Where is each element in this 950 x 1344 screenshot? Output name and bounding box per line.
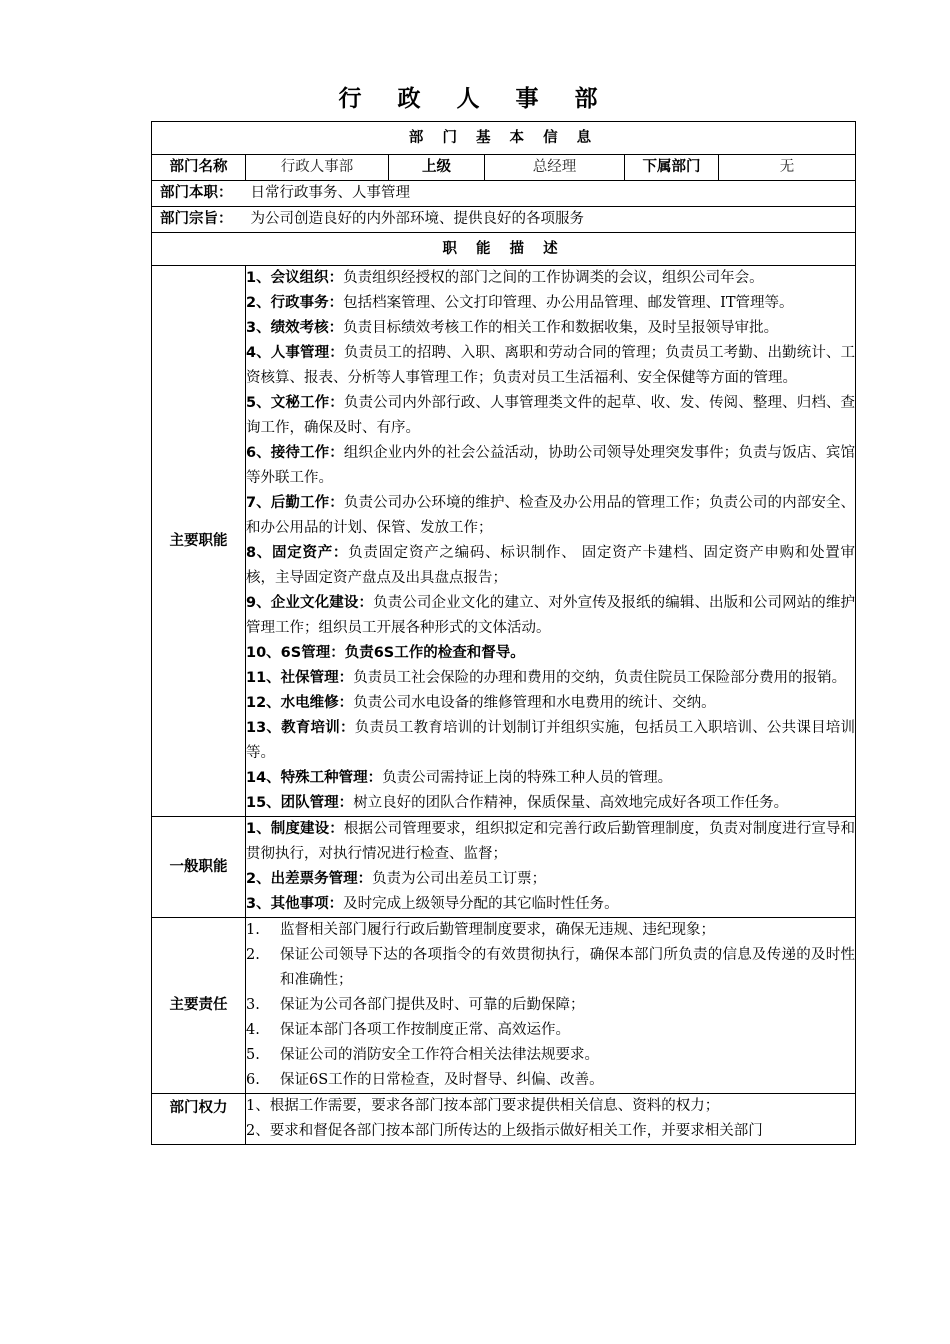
main-functions-label: 主要职能	[152, 266, 246, 817]
main-functions-list	[246, 266, 856, 817]
department-table	[151, 121, 856, 1145]
function-item-text: 负责员工的招聘、入职、离职和劳动合同的管理；负责员工考勤、出勤统计、工资核算、报表、分析等人事管理工作；负责对员工生活福利、安全保健等方面的管理。	[246, 345, 856, 386]
function-item-text: 负责员工教育培训的计划制订并组织实施，包括员工入职培训、公共课目培训等。	[246, 720, 856, 761]
function-item-text: 负责组织经授权的部门之间的工作协调类的会议，组织公司年会。	[343, 270, 764, 286]
responsibility-number: 3.	[246, 997, 260, 1013]
function-item	[246, 491, 855, 541]
responsibility-item	[246, 1068, 855, 1093]
function-item-text: 负责公司内外部行政、人事管理类文件的起草、收、发、传阅、整理、归档、查询工作，确保及时、有序。	[246, 395, 856, 436]
sub-dept-label: 下属部门	[625, 155, 719, 181]
dept-name-label: 部门名称	[152, 155, 246, 181]
power-item: 2、要求和督促各部门按本部门所传达的上级指示做好相关工作，并要求相关部门	[246, 1123, 763, 1139]
function-item	[246, 691, 855, 716]
responsibility-text: 保证6S工作的日常检查，及时督导、纠偏、改善。	[280, 1072, 604, 1088]
page-title: 行 政 人 事 部	[338, 86, 612, 112]
function-item-text: 负责公司需持证上岗的特殊工种人员的管理。	[382, 770, 673, 786]
dept-duty-value: 日常行政事务、人事管理	[250, 185, 410, 201]
responsibility-text: 保证公司的消防安全工作符合相关法律法规要求。	[280, 1047, 599, 1063]
responsibility-text: 监督相关部门履行行政后勤管理制度要求，确保无违规、违纪现象；	[280, 922, 715, 938]
functions-header: 职 能 描 述	[152, 233, 856, 266]
function-item-text: 组织企业内外的社会公益活动，协助公司领导处理突发事件；负责与饭店、宾馆等外联工作。	[246, 445, 856, 486]
main-responsibilities-list	[246, 918, 856, 1094]
function-item-heading: 9、企业文化建设：	[246, 595, 374, 611]
responsibility-item	[246, 1018, 855, 1043]
responsibility-number: 4.	[246, 1022, 260, 1038]
function-item-text: 负责固定资产之编码、标识制作、 固定资产卡建档、固定资产申购和处置审核，主导固定资产盘点及出具盘点报告；	[246, 545, 856, 586]
function-item-text: 负责公司水电设备的维修管理和水电费用的统计、交纳。	[353, 695, 716, 711]
function-item-text: 及时完成上级领导分配的其它临时性任务。	[343, 896, 619, 912]
responsibility-text: 保证为公司各部门提供及时、可靠的后勤保障；	[280, 997, 585, 1013]
function-item-text: 根据公司管理要求，组织拟定和完善行政后勤管理制度，负责对制度进行宣导和贯彻执行，对执行情况进行检查、监督；	[246, 821, 856, 862]
superior-value: 总经理	[485, 155, 625, 181]
function-item	[246, 641, 855, 666]
function-item-heading: 14、特殊工种管理：	[246, 770, 383, 786]
function-item	[246, 892, 855, 917]
responsibility-number: 1.	[246, 922, 260, 938]
responsibility-item	[246, 918, 855, 943]
function-item-heading: 3、绩效考核：	[246, 320, 344, 336]
function-item-heading: 11、社保管理：	[246, 670, 354, 686]
dept-purpose-row	[152, 207, 856, 233]
responsibility-number: 6.	[246, 1072, 260, 1088]
function-item-text: 负责员工社会保险的办理和费用的交纳，负责住院员工保险部分费用的报销。	[353, 670, 847, 686]
function-item-heading: 10、6S管理：负责6S工作的检查和督导。	[246, 645, 525, 661]
function-item	[246, 666, 855, 691]
function-item	[246, 791, 855, 816]
function-item	[246, 291, 855, 316]
function-item-text: 负责公司企业文化的建立、对外宣传及报纸的编辑、出版和公司网站的维护管理工作；组织员工开展各种形式的文体活动。	[246, 595, 856, 636]
function-item-text: 包括档案管理、公文打印管理、办公用品管理、邮发管理、IT管理等。	[343, 295, 794, 311]
responsibility-item	[246, 993, 855, 1018]
function-item	[246, 716, 855, 766]
department-power-label: 部门权力	[152, 1094, 246, 1145]
function-item-heading: 1、会议组织：	[246, 270, 344, 286]
function-item-heading: 2、出差票务管理：	[246, 871, 373, 887]
responsibility-number: 2.	[246, 947, 260, 963]
general-functions-label: 一般职能	[152, 817, 246, 918]
responsibility-item	[246, 1043, 855, 1068]
function-item-text: 负责公司办公环境的维护、检查及办公用品的管理工作；负责公司的内部安全、和办公用品的计划、保管、发放工作；	[246, 495, 856, 536]
power-item: 1、根据工作需要，要求各部门按本部门要求提供相关信息、资料的权力；	[246, 1098, 720, 1114]
function-item	[246, 316, 855, 341]
dept-purpose-value: 为公司创造良好的内外部环境、提供良好的各项服务	[250, 211, 584, 227]
responsibility-text: 保证本部门各项工作按制度正常、高效运作。	[280, 1022, 570, 1038]
dept-duty-label: 部门本职：	[160, 185, 233, 201]
responsibility-number: 5.	[246, 1047, 260, 1063]
superior-label: 上级	[389, 155, 485, 181]
function-item-heading: 8、固定资产：	[246, 545, 349, 561]
function-item	[246, 266, 855, 291]
function-item-heading: 2、行政事务：	[246, 295, 344, 311]
function-item-heading: 3、其他事项：	[246, 896, 344, 912]
function-item	[246, 341, 855, 391]
general-functions-list	[246, 817, 856, 918]
function-item-heading: 4、人事管理：	[246, 345, 344, 361]
function-item	[246, 766, 855, 791]
dept-name-value: 行政人事部	[246, 155, 389, 181]
function-item-heading: 12、水电维修：	[246, 695, 354, 711]
responsibility-item	[246, 943, 855, 993]
main-responsibilities-label: 主要责任	[152, 918, 246, 1094]
function-item-text: 负责为公司出差员工订票；	[372, 871, 547, 887]
function-item-text: 树立良好的团队合作精神，保质保量、高效地完成好各项工作任务。	[353, 795, 789, 811]
function-item	[246, 867, 855, 892]
function-item	[246, 441, 855, 491]
sub-dept-value: 无	[719, 155, 856, 181]
function-item-heading: 15、团队管理：	[246, 795, 354, 811]
function-item-heading: 7、后勤工作：	[246, 495, 344, 511]
function-item	[246, 391, 855, 441]
dept-duty-row	[152, 181, 856, 207]
function-item-heading: 1、制度建设：	[246, 821, 344, 837]
department-power-list	[246, 1094, 856, 1145]
responsibility-text: 保证公司领导下达的各项指令的有效贯彻执行，确保本部门所负责的信息及传递的及时性和准确性；	[280, 947, 856, 988]
function-item	[246, 817, 855, 867]
function-item-heading: 13、教育培训：	[246, 720, 355, 736]
function-item-text: 负责目标绩效考核工作的相关工作和数据收集，及时呈报领导审批。	[343, 320, 779, 336]
basic-info-header: 部 门 基 本 信 息	[152, 122, 856, 155]
function-item	[246, 541, 855, 591]
function-item-heading: 6、接待工作：	[246, 445, 344, 461]
dept-purpose-label: 部门宗旨：	[160, 211, 233, 227]
function-item	[246, 591, 855, 641]
function-item-heading: 5、文秘工作：	[246, 395, 344, 411]
